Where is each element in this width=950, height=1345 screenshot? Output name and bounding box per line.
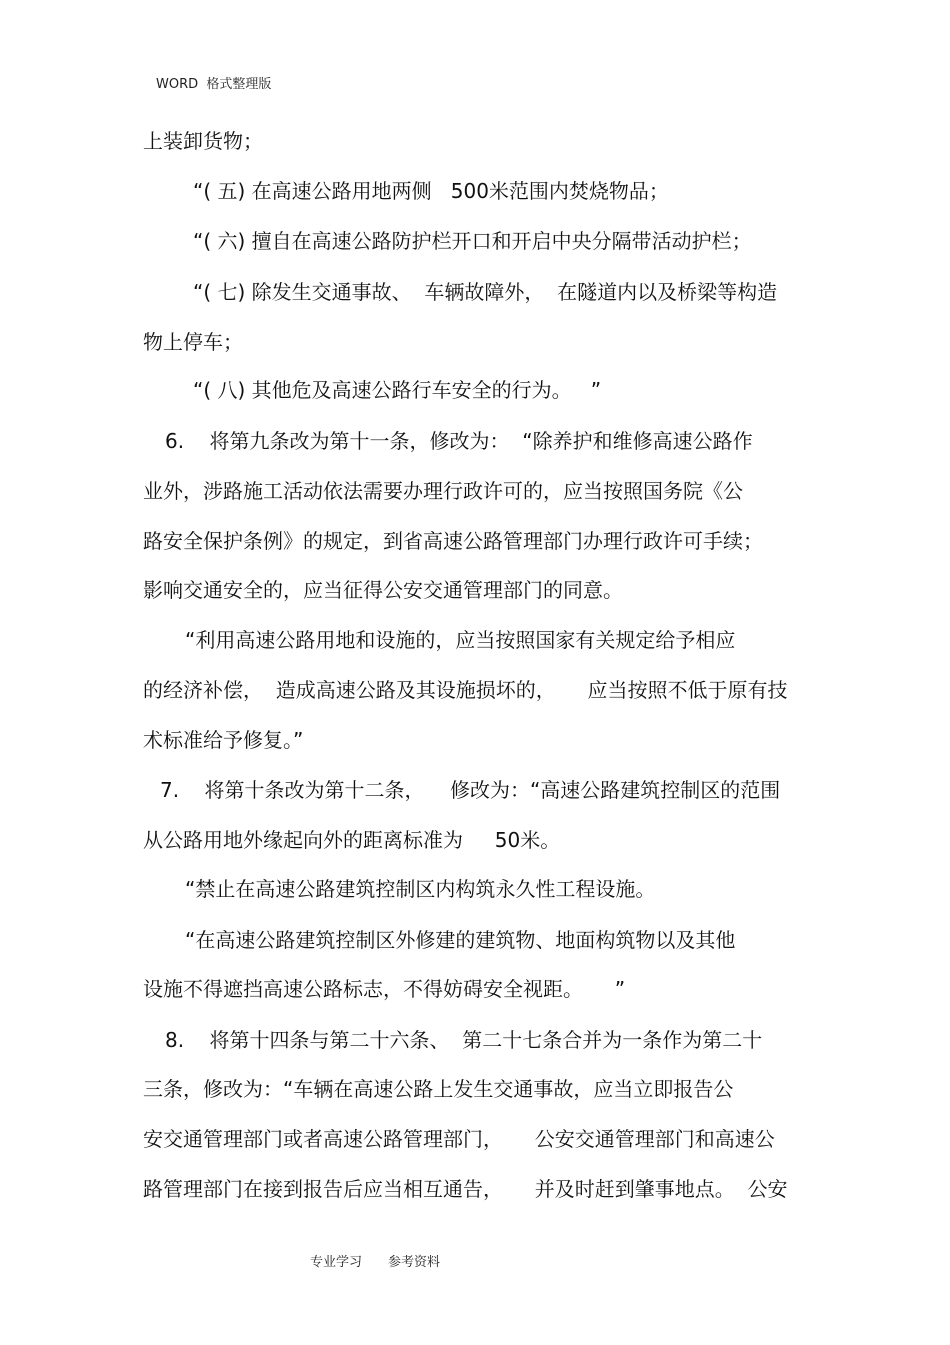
text-line: 物上停车； (143, 330, 243, 354)
text-line: 路管理部门在接到报告后应当相互通告， 并及时赶到肇事地点。 公安 (143, 1177, 788, 1201)
text-line: “利用高速公路用地和设施的，应当按照国家有关规定给予相应 (185, 628, 736, 652)
text-line: 路安全保护条例》的规定，到省高速公路管理部门办理行政许可手续； (143, 529, 763, 553)
text-line: 三条，修改为：“车辆在高速公路上发生交通事故，应当立即报告公 (143, 1077, 734, 1101)
text-line: 6. 将第九条改为第十一条，修改为： “除养护和维修高速公路作 (165, 429, 753, 453)
footer-left: 专业学习 (310, 1255, 363, 1270)
text-line: 安交通管理部门或者高速公路管理部门， 公安交通管理部门和高速公 (143, 1127, 775, 1151)
text-line: 8. 将第十四条与第二十六条、 第二十七条合并为一条作为第二十 (165, 1028, 763, 1052)
text-line: “( 八) 其他危及高速公路行车安全的行为。 ” (193, 378, 602, 402)
text-line: “禁止在高速公路建筑控制区内构筑永久性工程设施。 (185, 877, 656, 901)
text-line: “( 五) 在高速公路用地两侧 500米范围内焚烧物品； (193, 179, 669, 203)
text-line: “( 六) 擅自在高速公路防护栏开口和开启中央分隔带活动护栏； (193, 229, 752, 253)
text-line: 上装卸货物； (143, 129, 263, 153)
text-line: 设施不得遮挡高速公路标志，不得妨碍安全视距。 ” (143, 977, 626, 1001)
text-line: 术标准给予修复。” (143, 728, 304, 752)
text-line: 的经济补偿， 造成高速公路及其设施损坏的， 应当按照不低于原有技 (143, 678, 788, 702)
text-line: “( 七) 除发生交通事故、 车辆故障外， 在隧道内以及桥梁等构造 (193, 280, 778, 304)
text-line: 7. 将第十条改为第十二条， 修改为：“高速公路建筑控制区的范围 (160, 778, 781, 802)
text-line: 从公路用地外缘起向外的距离标准为 50米。 (143, 828, 561, 852)
text-line: 业外，涉路施工活动依法需要办理行政许可的，应当按照国务院《公 (143, 479, 743, 503)
text-line: 影响交通安全的，应当征得公安交通管理部门的同意。 (143, 578, 623, 602)
footer-right: 参考资料 (388, 1255, 441, 1270)
text-line: “在高速公路建筑控制区外修建的建筑物、地面构筑物以及其他 (185, 928, 736, 952)
page-header: WORD 格式整理版 (156, 77, 272, 92)
